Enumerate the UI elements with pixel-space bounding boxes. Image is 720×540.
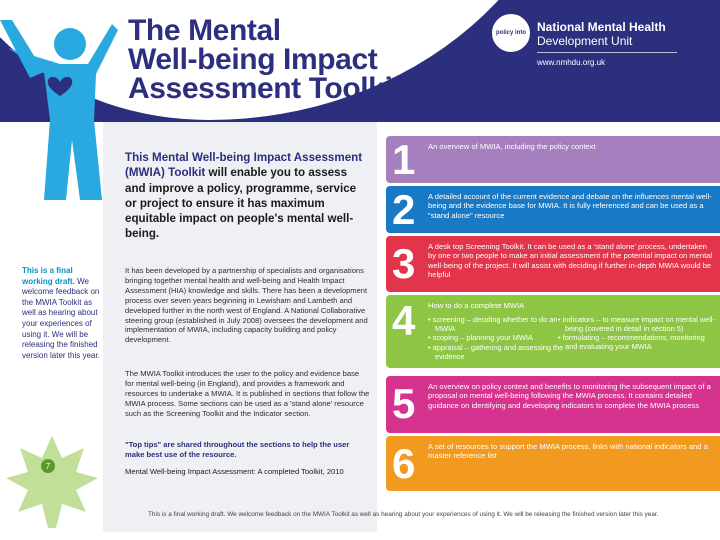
title-line-3: Assessment Toolkit xyxy=(128,72,402,105)
draft-note xyxy=(22,266,104,361)
intro-rest: will enable you to assess and improve a policy, programme, service or project to ensure it has maximum equitable impact on people's mental well-being. xyxy=(125,166,357,241)
draft-note-rest: We welcome feedback on the MWIA Toolkit as well as hearing about your experiences of using it. We will be releasing the finished version later this year. xyxy=(22,276,100,360)
org-name-line-1: National Mental Health xyxy=(537,20,666,34)
section-6-card[interactable] xyxy=(386,436,720,491)
policy-seal-logo xyxy=(490,12,532,74)
section-4-column-right xyxy=(558,316,718,353)
list-item: • scoping – planning your MWIA xyxy=(428,333,533,343)
figure-arm-left xyxy=(0,20,44,78)
section-number: 2 xyxy=(392,186,416,233)
section-number: 1 xyxy=(392,136,416,183)
section-2-card[interactable] xyxy=(386,186,720,233)
paragraph-development: It has been developed by a partnership of specialists and organisations bringing together mental health and well-being and Health Impact Assessment (HIA) knowledge and skills. There has been a development process over seven years beginning in Lewisham and Lambeth and developed further in the north west of England. A National Collaborative steering group (established in July 2008) oversees the development and implementation of MWIA, including capacity building and policy development. xyxy=(125,266,368,345)
citation: Mental Well-being Impact Assessment: A completed Toolkit, 2010 xyxy=(125,467,344,476)
list-item: • indicators – to measure impact on mental well-being (covered in detail in section 5) xyxy=(558,315,716,333)
section-text: A desk top Screening Toolkit. It can be used as a 'stand alone' process, undertaken by one or two people to make an initial assessment of the potential impact on mental well-being of the project. It will assist with deciding if further in-depth MWIA would be helpful xyxy=(428,242,713,280)
org-divider xyxy=(537,52,677,53)
org-url-link[interactable]: www.nmhdu.org.uk xyxy=(537,58,606,67)
section-4-column-left xyxy=(428,316,568,362)
section-text: An overview of MWIA, including the policy context xyxy=(428,142,596,151)
title-line-1: The Mental xyxy=(128,14,281,47)
section-number: 6 xyxy=(392,440,416,487)
section-text: A detailed account of the current evidence and debate on the influences mental well-being and the evidence base for MWIA. It is fully referenced and can be used as a "stand alone" resource xyxy=(428,192,712,220)
section-number: 4 xyxy=(392,297,416,344)
section-text: An overview on policy context and benefits to monitoring the subsequent impact of a proposal on mental well-being following the MWIA process. It contains detailed guidance on identifying and developing indicators to complete the MWIA process xyxy=(428,382,711,410)
figure-head xyxy=(54,28,86,60)
title-line-2: Well-being Impact xyxy=(128,43,378,76)
section-4-card[interactable] xyxy=(386,295,720,368)
draft-note-lead: This is a final working draft. xyxy=(22,266,75,286)
seal-text: policy into practice into xyxy=(493,30,529,74)
section-number: 5 xyxy=(392,380,416,427)
list-item: • appraisal – gathering and assessing the evidence xyxy=(428,342,564,361)
section-number: 3 xyxy=(392,240,416,287)
section-3-card[interactable] xyxy=(386,236,720,292)
org-name-line-2: Development Unit xyxy=(537,34,633,48)
leaf-badge-number: 7 xyxy=(45,462,51,471)
section-text: A set of resources to support the MWIA process, links with national indicators and a master reference list xyxy=(428,442,708,461)
section-5-card[interactable] xyxy=(386,376,720,433)
top-tips-note: "Top tips" are shared throughout the sections to help the user make best use of the resource. xyxy=(125,440,350,459)
page-title xyxy=(128,16,458,103)
footer-note: This is a final working draft. We welcome feedback on the MWIA Toolkit as well as hearing about your experiences of using it. We will be releasing the finished version later this year. xyxy=(148,511,659,518)
section-1-card[interactable] xyxy=(386,136,720,183)
intro-statement xyxy=(125,150,365,242)
list-item: • screening – deciding whether to do an MWIA xyxy=(428,315,558,333)
intro-lead: This Mental Well-being Impact Assessment (MWIA) Toolkit xyxy=(125,151,363,180)
org-name xyxy=(537,20,666,48)
list-item: • formulating – recommendations, monitoring and evaluating your MWIA xyxy=(558,333,705,352)
leaf-icon xyxy=(4,432,100,532)
section-text: How to do a complete MWIA xyxy=(428,301,525,310)
paragraph-toolkit: The MWIA Toolkit introduces the user to the policy and evidence base for mental well-being (in England), and provides a framework and resources to undertake a MWIA. It is published in sections that follow the MWIA process. Some sections can be used as a 'stand alone' resource such as the Screening Toolkit and the Indicator section. xyxy=(125,369,370,418)
